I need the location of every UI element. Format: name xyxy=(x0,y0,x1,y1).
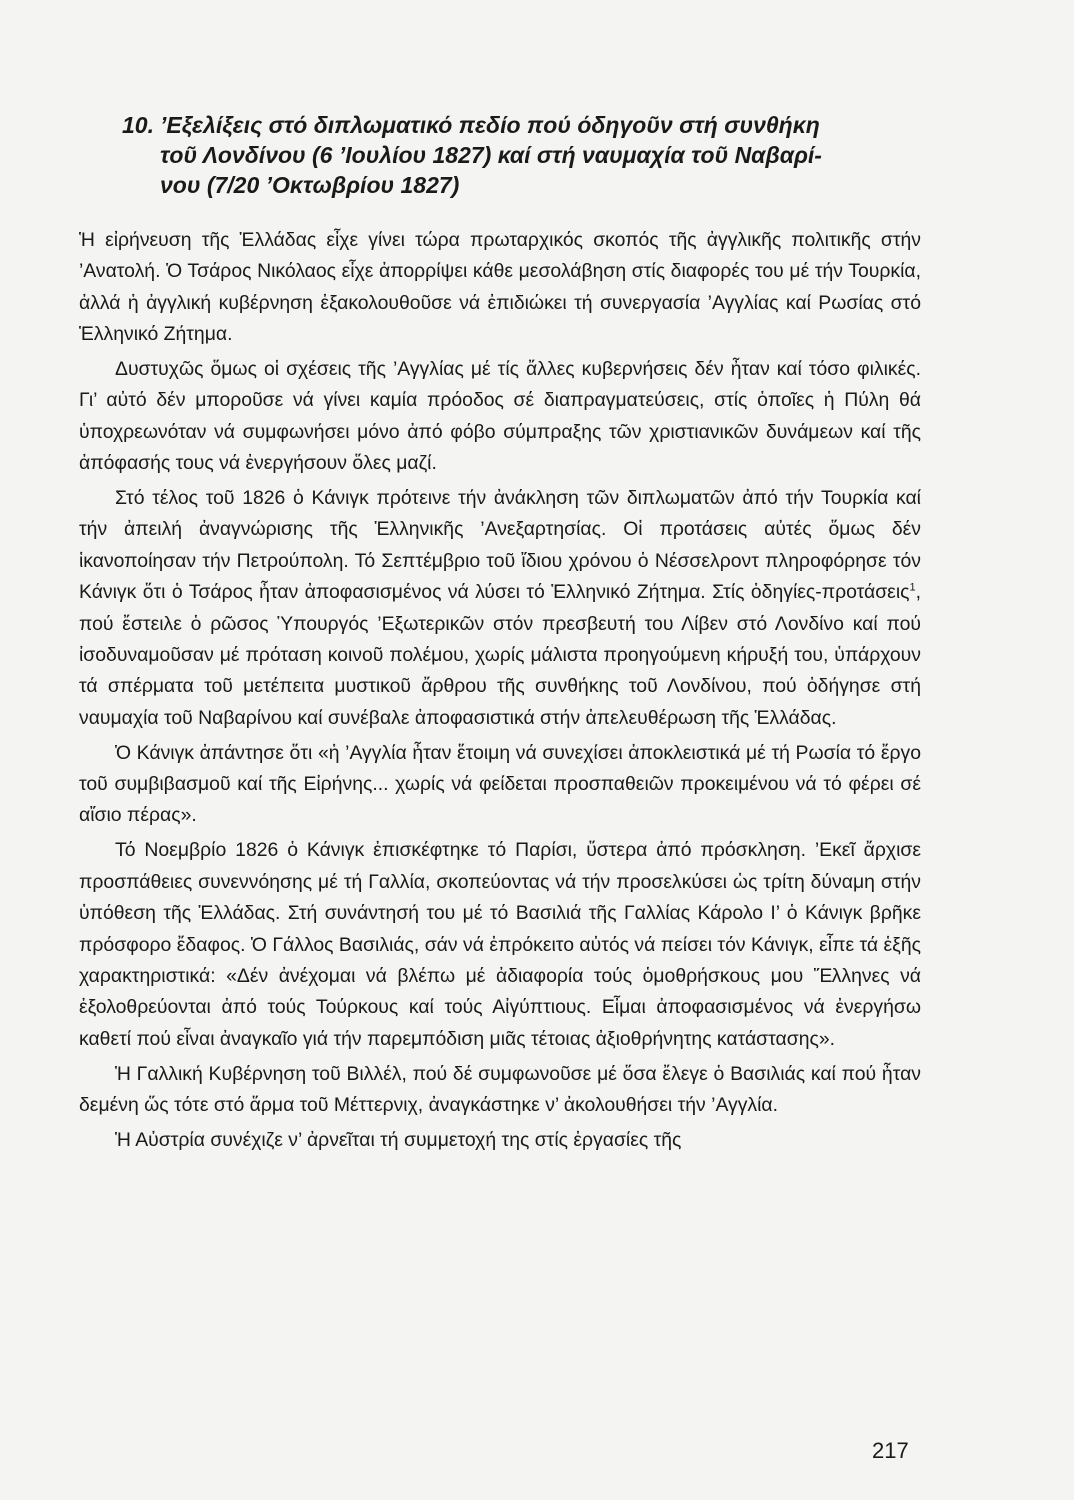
page-number: 217 xyxy=(872,1438,909,1463)
heading-line-1: ’Εξελίξεις στό διπλωματικό πεδίο πού όδηγοῦν στή συνθήκη xyxy=(159,112,820,138)
paragraph-3 xyxy=(79,483,921,734)
paragraph-2: Δυστυχῶς ὅμως οἱ σχέσεις τῆς ’Αγγλίας μέ τίς ἄλλες κυβερνήσεις δέν ἦταν καί τόσο φιλικές. Γι’ αὐτό δέν μποροῦσε νά γίνει καμία πρόοδος σέ διαπραγματεύσεις, στίς ὁποῖες ἡ Πύλη θά ὑποχρεωνόταν νά συμφωνήσει μόνο ἀπό φόβο σύμπραξης τῶν χριστιανικῶν δυνάμεων καί τῆς ἀπόφασής τους νά ἐνεργήσουν ὅλες μαζί. xyxy=(79,358,921,475)
section-heading xyxy=(122,110,942,200)
footnote-mark: 1 xyxy=(909,581,916,594)
paragraph-4: Ὁ Κάνιγκ ἀπάντησε ὅτι «ἡ ’Αγγλία ἦταν ἕτοιμη νά συνεχίσει ἀποκλειστικά μέ τή Ρωσία τό ἔργο τοῦ συμβιβασμοῦ καί τῆς Εἰρήνης... χωρίς νά φείδεται προσπαθειῶν προκειμένου νά τό φέρει σέ αἴσιο πέρας». xyxy=(79,741,921,827)
paragraph-6: Ἡ Γαλλική Κυβέρνηση τοῦ Βιλλέλ, πού δέ συμφωνοῦσε μέ ὅσα ἔλεγε ὁ Βασιλιάς καί πού ἦταν δεμένη ὥς τότε στό ἅρμα τοῦ Μέττερνιχ, ἀναγκάστηκε ν’ ἀκολουθήσει τήν ’Αγγλία. xyxy=(79,1062,921,1116)
heading-line-3: νου (7/20 ’Οκτωβρίου 1827) xyxy=(160,172,460,198)
section-number: 10. xyxy=(122,112,154,138)
paragraph-1: Ἡ εἰρήνευση τῆς Ἑλλάδας εἶχε γίνει τώρα πρωταρχικός σκοπός τῆς ἀγγλικῆς πολιτικῆς στήν ’Ανατολή. Ὁ Τσάρος Νικόλαος εἶχε ἀπορρίψει κάθε μεσολάβηση στίς διαφορές του μέ τήν Τουρκία, ἀλλά ἡ ἀγγλική κυβέρνηση ἐξακολουθοῦσε νά ἐπιδιώκει τή συνεργασία ’Αγγλίας καί Ρωσίας στό Ἑλληνικό Ζήτημα. xyxy=(79,229,921,346)
paragraph-7: Ἡ Αὐστρία συνέχιζε ν’ ἀρνεῖται τή συμμετοχή της στίς ἐργασίες τῆς xyxy=(115,1128,682,1151)
paragraph-3-start: Στό τέλος τοῦ 1826 ὁ Κάνιγκ πρότεινε τήν ἀνάκληση τῶν διπλωματῶν ἀπό τήν Τουρκία καί τήν ἀπειλή ἀναγνώρισης τῆς Ἑλληνικῆς ’Ανεξαρτησίας. Οἱ προτάσεις αὐτές ὅμως δέν ἱκανοποίησαν τήν Πετρούπολη. Τό Σεπτέμβριο τοῦ ἴδιου χρόνου ὁ Νέσσελροντ πληροφόρησε τόν Κάνιγκ ὅτι ὁ Τσάρος ἦταν ἀποφασισμένος νά λύσει τό Ἑλληνικό Ζήτημα. Στίς ὁδηγίες-προτάσεις xyxy=(79,487,921,604)
body-text xyxy=(79,225,921,1160)
heading-line-2: τοῦ Λονδίνου (6 ’Ιουλίου 1827) καί στή ναυμαχία τοῦ Ναβαρί- xyxy=(160,142,822,168)
paragraph-5: Τό Νοεμβρίο 1826 ὁ Κάνιγκ ἐπισκέφτηκε τό Παρίσι, ὕστερα ἀπό πρόσκληση. ’Εκεῖ ἄρχισε προσπάθειες συνεννόησης μέ τή Γαλλία, σκοπεύοντας νά τήν προσελκύσει ὡς τρίτη δύναμη στήν ὑπόθεση τῆς Ἑλλάδας. Στή συνάντησή του μέ τό Βασιλιά τῆς Γαλλίας Κάρολο Ι’ ὁ Κάνιγκ βρῆκε πρόσφορο ἔδαφος. Ὁ Γάλλος Βασιλιάς, σάν νά ἐπρόκειτο αὐτός νά πείσει τόν Κάνιγκ, εἶπε τά ἑξῆς χαρακτηριστικά: «Δέν ἀνέχομαι νά βλέπω μέ ἀδιαφορία τούς ὁμοθρήσκους μου Ἕλληνες νά ἐξολοθρεύονται ἀπό τούς Τούρκους καί τούς Αἰγύπτιους. Εἶμαι ἀποφασισμένος νά ἐνεργήσω καθετί πού εἶναι ἀναγκαῖο γιά τήν παρεμπόδιση μιᾶς τέτοιας ἀξιοθρήνητης κατάστασης». xyxy=(79,839,921,1050)
paragraph-3-rest: , πού ἔστειλε ὁ ρῶσος Ὑπουργός ’Εξωτερικῶν στόν πρεσβευτή του Λίβεν στό Λονδίνο καί πού ἰσοδυναμοῦσαν μέ πρόταση κοινοῦ πολέμου, χωρίς μάλιστα προηγούμενη κήρυξή του, ὑπάρχουν τά σπέρματα τοῦ μετέπειτα μυστικοῦ ἄρθρου τῆς συνθήκης τοῦ Λονδίνου, πού ὁδήγησε στή ναυμαχία τοῦ Ναβαρίνου καί συνέβαλε ἀποφασιστικά στήν ἀπελευθέρωση τῆς Ἑλλάδας. xyxy=(79,581,921,729)
